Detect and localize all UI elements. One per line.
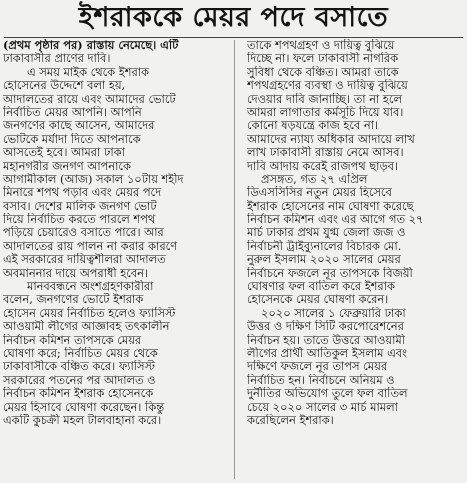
text-line: হোসেন মেয়র নির্বাচিত হলেও ফ্যাসিস্ট bbox=[3, 306, 176, 320]
text-line: মেয়র হিসাবে ঘোষণা করেছেন। কিন্তু bbox=[3, 400, 165, 414]
text-line: ২০২০ সালের ১ ফেব্রুয়ারি ঢাকা bbox=[261, 306, 406, 320]
text-line: নির্বাচনী ট্রাইব্যুনালের বিচারক মো. bbox=[247, 239, 402, 253]
right-column bbox=[247, 39, 462, 427]
text-line: ডিএসসিসির নতুন মেয়র হিসেবে bbox=[247, 186, 392, 200]
text-line: নির্বাচন কমিশন ইশরাক হোসেনকে bbox=[3, 387, 154, 401]
text-line: করেছিলেন ইশরাক। bbox=[247, 413, 334, 427]
text-line: সুবিধা থেকে বঞ্চিত। আমরা তাকে bbox=[247, 65, 399, 79]
text-line: নির্বাচন কমিশন এবং এর আগে গত ২৭ bbox=[247, 213, 424, 227]
text-line: ইশরাক হোসেনের নাম ঘোষণা করেছে bbox=[247, 199, 414, 213]
text-line: (প্রথম পৃষ্ঠার পর) রাস্তায় নেমেছে। এটি bbox=[3, 39, 179, 52]
text-line: হোসেনকে মেয়র ঘোষণা করেন। bbox=[247, 293, 389, 307]
text-line: শপথগ্রহণের ব্যবস্থা ও দায়িত্ব বুঝিয়ে bbox=[247, 79, 408, 93]
text-line: আমরা লাগাতার কর্মসূচি দিয়ে যাব। bbox=[247, 105, 404, 119]
text-line: পড়িয়ে চেয়ারেও বসাতে পারে। আর bbox=[3, 226, 164, 240]
text-line: দুর্নীতির অভিযোগ তুলে ফল বাতিল bbox=[247, 387, 408, 401]
text-line: উত্তর ও দক্ষিণ সিটি করপোরেশনের bbox=[247, 320, 404, 334]
column-divider bbox=[234, 40, 235, 479]
text-line: এ সময় মাইক থেকে ইশরাক bbox=[27, 65, 149, 79]
text-line: তাকে শপথগ্রহণ ও দায়িত্ব বুঝিয়ে bbox=[247, 39, 395, 52]
left-column bbox=[3, 39, 225, 427]
text-line: নির্বাচন কমিশন তাপসকে মেয়র bbox=[3, 333, 142, 347]
text-line: জনগণের কাছে আসেন, আমাদের bbox=[3, 119, 155, 133]
text-line: মিনারে শপথ পড়াব এবং মেয়র পদে bbox=[3, 186, 162, 200]
text-line: লীগের প্রার্থী আতিকুল ইসলাম এবং bbox=[247, 346, 407, 360]
text-line: বলেন, জনগণের ভোটে ইশরাক bbox=[3, 293, 144, 307]
text-line: বসাব। দেশের মালিক জনগণ ভোট bbox=[3, 199, 157, 213]
text-line: আসতেই হবে। আমরা ঢাকা bbox=[3, 146, 125, 160]
text-line: ঢাকাবাসীকে বঞ্চিত করে। ফ্যাসিস্ট bbox=[3, 360, 155, 374]
headline: ইশরাককে মেয়র পদে বসাতে bbox=[78, 2, 389, 33]
text-line: দিয়ে নির্বাচিত করতে পারলে শপথ bbox=[3, 213, 156, 227]
text-line: হোসেনের উদ্দেশে বলা হয়, bbox=[3, 79, 126, 93]
text-line: নির্বাচনে ফজলে নূর তাপসকে বিজয়ী bbox=[247, 266, 413, 280]
text-line: চেয়ে ২০২০ সালের ৩ মার্চ মামলা bbox=[247, 400, 398, 414]
text-line: দেওয়ার দাবি জানাচ্ছি। তা না হলে bbox=[247, 92, 402, 106]
text-line: অবমাননার দায়ে অপরাধী হবেন। bbox=[3, 266, 149, 280]
text-line: দিচ্ছে না। ফলে ঢাকাবাসী নাগরিক bbox=[247, 52, 399, 66]
text-line: কোনো ষড়যন্ত্রে কাজ হবে না। bbox=[247, 119, 379, 133]
text-line: ভোটকে মর্যাদা দিতে আপনাকে bbox=[3, 132, 141, 146]
text-line: আদালতের রায় পালন না করার কারণে bbox=[3, 239, 178, 253]
text-line: নির্বাচিত মেয়র আপনি। আপনি bbox=[3, 105, 142, 119]
text-line: নুরুল ইসলাম ২০২০ সালের মেয়র bbox=[247, 253, 401, 267]
text-line: ঘোষণার ফল বাতিল করে ইশরাক bbox=[247, 280, 395, 294]
text-line: আগামীকাল (আজ) সকাল ১০টায় শহীদ bbox=[3, 172, 184, 186]
headline-rule bbox=[4, 37, 463, 38]
text-line: দাবি আদায় করেই রাজপথ ছাড়ব। bbox=[247, 159, 399, 173]
text-line: দক্ষিণে ফজলে নূর তাপস মেয়র bbox=[247, 360, 388, 374]
text-line: প্রসঙ্গত, গত ২৭ এপ্রিল bbox=[261, 172, 368, 186]
text-line: আদালতের রায়ে এবং আমাদের ভোটে bbox=[3, 92, 176, 106]
text-line: মানববন্ধনে অংশগ্রহণকারীরা bbox=[27, 280, 154, 294]
text-line: ঢাকাবাসীর প্রাণের দাবি। bbox=[3, 52, 111, 66]
text-line: আমাদের ন্যায্য অধিকার আদায়ে লাখ bbox=[247, 132, 415, 146]
text-line: লাখ ঢাকাবাসী রাস্তায় নেমে আসব। bbox=[247, 146, 404, 160]
text-line: ঘোষণা করে; নির্বাচিত মেয়র থেকে bbox=[3, 346, 158, 360]
text-line: মার্চ ঢাকার প্রথম যুগ্ম জেলা জজ ও bbox=[247, 226, 406, 240]
text-line: একটি কুচক্রী মহল টালবাহানা করে। bbox=[3, 413, 162, 427]
text-line: মহানগরীর জনগণ আপনাকে bbox=[3, 159, 131, 173]
text-line: আওয়ামী লীগের আজ্ঞাবহ তৎকালীন bbox=[3, 320, 170, 334]
text-line: সরকারের পতনের পর আদালত ও bbox=[3, 373, 156, 387]
text-line: এই সরকারের দায়িত্বশীলরা আদালত bbox=[3, 253, 166, 267]
text-line: নির্বাচিত হন। নির্বাচনে অনিয়ম ও bbox=[247, 373, 395, 387]
text-line: নির্বাচন হয়। তাতে উত্তরে আওয়ামী bbox=[247, 333, 405, 347]
